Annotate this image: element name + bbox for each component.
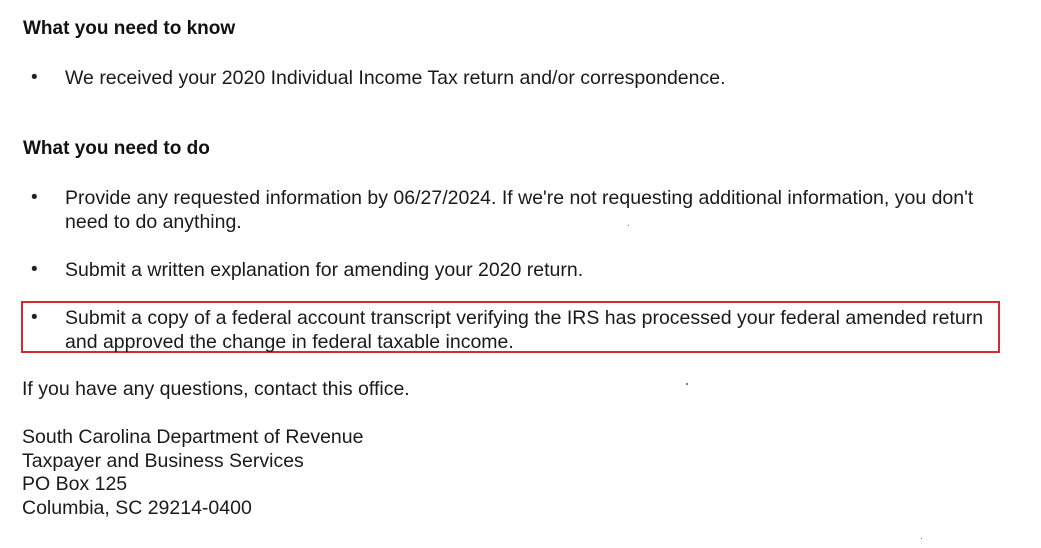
questions-line: If you have any questions, contact this office. bbox=[22, 378, 410, 400]
bullet-text-received: We received your 2020 Individual Income Tax return and/or correspondence. bbox=[65, 67, 726, 89]
scan-speck bbox=[686, 383, 688, 385]
section-heading-know: What you need to know bbox=[23, 18, 236, 39]
address-line-1: South Carolina Department of Revenue bbox=[22, 426, 364, 448]
address-line-4: Columbia, SC 29214-0400 bbox=[22, 497, 252, 519]
bullet-icon: • bbox=[31, 187, 38, 208]
bullet-text-written-explanation: Submit a written explanation for amending your 2020 return. bbox=[65, 259, 584, 281]
bullet-icon: • bbox=[31, 307, 38, 328]
address-line-2: Taxpayer and Business Services bbox=[22, 450, 304, 472]
bullet-text-federal-transcript: Submit a copy of a federal account transcript verifying the IRS has processed your federal amended return and approved the change in federal taxable income. bbox=[65, 307, 984, 353]
scan-speck bbox=[628, 225, 629, 226]
bullet-icon: • bbox=[31, 67, 38, 88]
address-line-3: PO Box 125 bbox=[22, 473, 128, 495]
bullet-icon: • bbox=[31, 259, 38, 280]
scan-speck bbox=[921, 538, 922, 539]
section-heading-do: What you need to do bbox=[23, 138, 210, 159]
bullet-text-provide-info: Provide any requested information by 06/27/2024. If we're not requesting additional information, you don't need to do anything. bbox=[65, 187, 974, 233]
